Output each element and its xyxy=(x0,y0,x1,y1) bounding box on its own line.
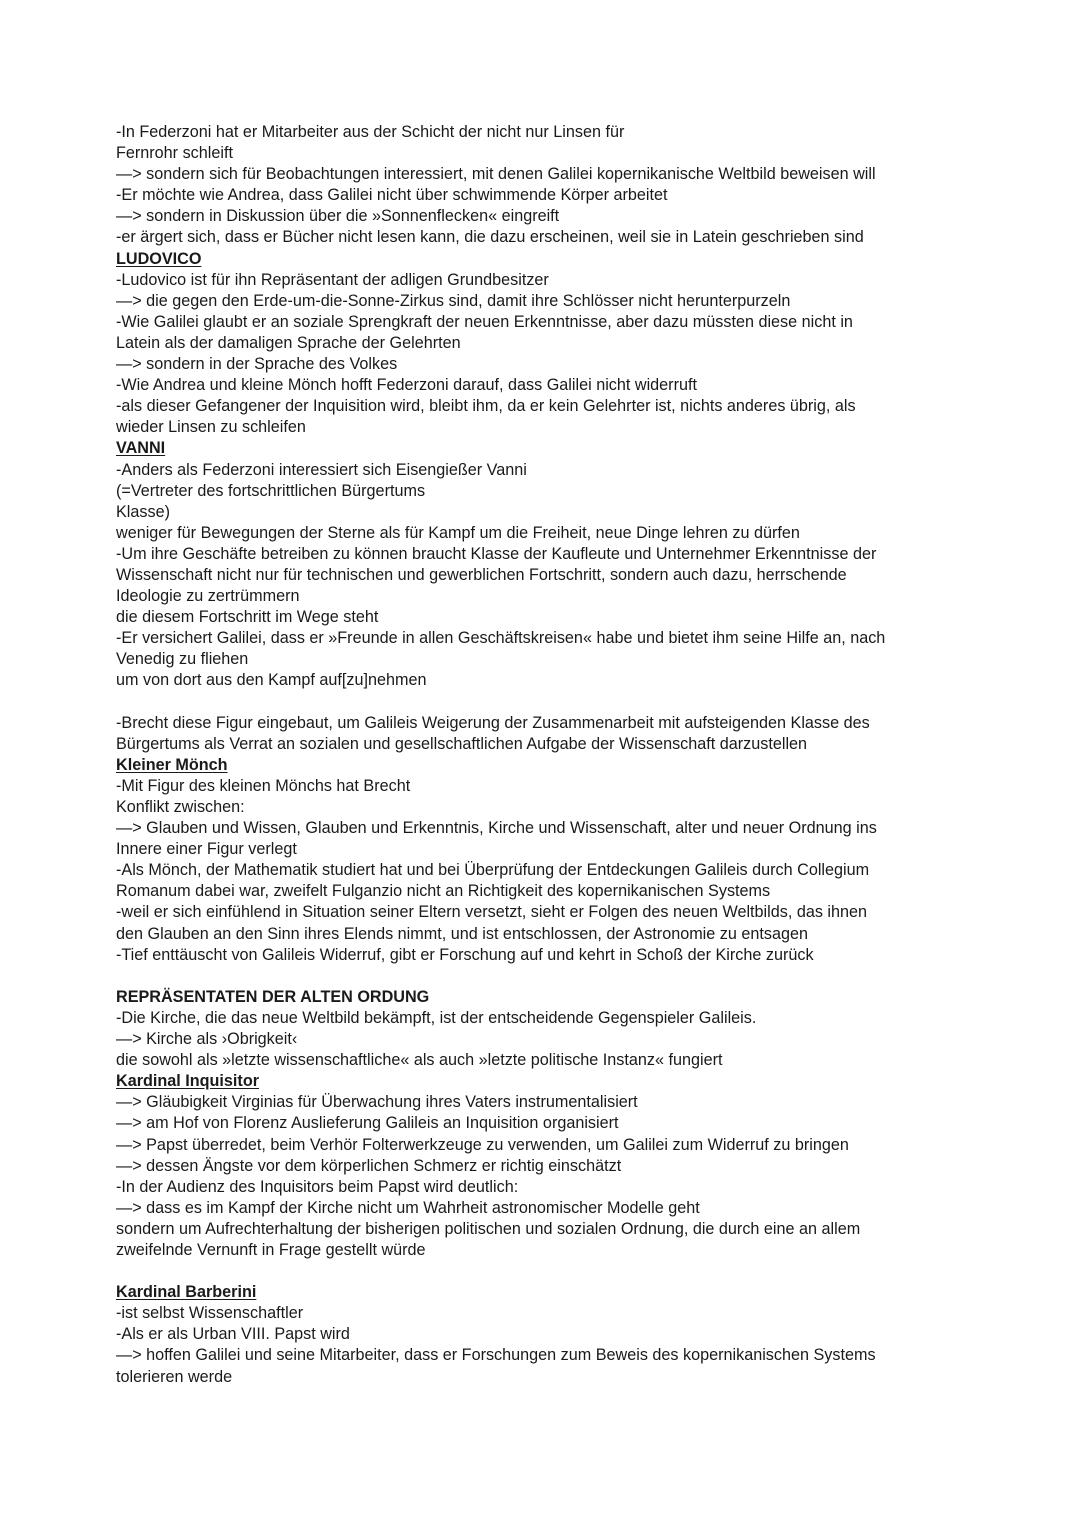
text-line: —> Kirche als ›Obrigkeit‹ xyxy=(116,1030,298,1049)
text-line: zweifelnde Vernunft in Frage gestellt würde xyxy=(116,1240,426,1259)
text-line: die sowohl als »letzte wissenschaftliche« als auch »letzte politische Instanz« fungiert xyxy=(116,1051,723,1070)
text-line: Ideologie zu zertrümmern xyxy=(116,587,300,606)
text-line: —> hoffen Galilei und seine Mitarbeiter, dass er Forschungen zum Beweis des kopernikanischen Systems xyxy=(116,1346,876,1365)
text-line: Latein als der damaligen Sprache der Gelehrten xyxy=(116,333,461,352)
text-line: -In der Audienz des Inquisitors beim Papst wird deutlich: xyxy=(116,1177,519,1196)
section-heading: REPRÄSENTATEN DER ALTEN ORDUNG xyxy=(116,987,430,1006)
document-body xyxy=(116,122,976,1388)
text-line: -ist selbst Wissenschaftler xyxy=(116,1304,304,1323)
text-line: -weil er sich einfühlend in Situation seiner Eltern versetzt, sieht er Folgen des neuen Weltbilds, das ihnen xyxy=(116,903,868,922)
text-line: -Er versichert Galilei, dass er »Freunde in allen Geschäftskreisen« habe und bietet ihm seine Hilfe an, nach xyxy=(116,629,886,648)
section-heading: VANNI xyxy=(116,439,166,458)
text-line: sondern um Aufrechterhaltung der bisherigen politischen und sozialen Ordnung, die durch eine an allem xyxy=(116,1219,861,1238)
text-line: Klasse) xyxy=(116,502,170,521)
text-line: Venedig zu fliehen xyxy=(116,650,249,669)
text-line: Wissenschaft nicht nur für technischen und gewerblichen Fortschritt, sondern auch dazu, herrschende xyxy=(116,565,847,584)
text-line: -Als er als Urban VIII. Papst wird xyxy=(116,1325,350,1344)
blank-line xyxy=(116,692,976,713)
text-line: Bürgertums als Verrat an sozialen und gesellschaftlichen Aufgabe der Wissenschaft darzustellen xyxy=(116,734,808,753)
text-line: —> am Hof von Florenz Auslieferung Galileis an Inquisition organisiert xyxy=(116,1114,619,1133)
text-line: -Mit Figur des kleinen Mönchs hat Brecht xyxy=(116,776,411,795)
text-line: -Brecht diese Figur eingebaut, um Galileis Weigerung der Zusammenarbeit mit aufsteigenden Klasse des xyxy=(116,713,870,732)
text-line: wieder Linsen zu schleifen xyxy=(116,418,306,437)
text-line: —> Gläubigkeit Virginias für Überwachung ihres Vaters instrumentalisiert xyxy=(116,1093,638,1112)
section-heading: Kardinal Barberini xyxy=(116,1283,257,1302)
text-line: die diesem Fortschritt im Wege steht xyxy=(116,608,379,627)
text-line: —> dass es im Kampf der Kirche nicht um Wahrheit astronomischer Modelle geht xyxy=(116,1198,700,1217)
text-line: —> die gegen den Erde-um-die-Sonne-Zirkus sind, damit ihre Schlösser nicht herunterpurzeln xyxy=(116,291,791,310)
text-line: -Er möchte wie Andrea, dass Galilei nicht über schwimmende Körper arbeitet xyxy=(116,186,668,205)
text-line: -Als Mönch, der Mathematik studiert hat und bei Überprüfung der Entdeckungen Galileis durch Collegium xyxy=(116,861,870,880)
text-line: -Die Kirche, die das neue Weltbild bekämpft, ist der entscheidende Gegenspieler Galileis. xyxy=(116,1008,757,1027)
text-line: -als dieser Gefangener der Inquisition wird, bleibt ihm, da er kein Gelehrter ist, nichts anderes übrig, als xyxy=(116,397,856,416)
text-line: um von dort aus den Kampf auf[zu]nehmen xyxy=(116,671,427,690)
section-heading: LUDOVICO xyxy=(116,249,202,268)
text-line: -Ludovico ist für ihn Repräsentant der adligen Grundbesitzer xyxy=(116,270,549,289)
text-line: den Glauben an den Sinn ihres Elends nimmt, und ist entschlossen, der Astronomie zu entsagen xyxy=(116,924,808,943)
text-line: weniger für Bewegungen der Sterne als für Kampf um die Freiheit, neue Dinge lehren zu dürfen xyxy=(116,523,800,542)
text-line: -Anders als Federzoni interessiert sich Eisengießer Vanni xyxy=(116,460,527,479)
text-line: Fernrohr schleift xyxy=(116,144,233,163)
text-line: (=Vertreter des fortschrittlichen Bürgertums xyxy=(116,481,426,500)
section-heading: Kardinal Inquisitor xyxy=(116,1072,260,1091)
text-line: -Tief enttäuscht von Galileis Widerruf, gibt er Forschung auf und kehrt in Schoß der Kirche zurück xyxy=(116,945,814,964)
text-line: —> dessen Ängste vor dem körperlichen Schmerz er richtig einschätzt xyxy=(116,1156,622,1175)
text-line: —> sondern in der Sprache des Volkes xyxy=(116,355,398,374)
text-line: -Um ihre Geschäfte betreiben zu können braucht Klasse der Kaufleute und Unternehmer Erkenntnisse der xyxy=(116,544,877,563)
text-line: -Wie Galilei glaubt er an soziale Sprengkraft der neuen Erkenntnisse, aber dazu müssten diese nicht in xyxy=(116,312,853,331)
text-line: tolerieren werde xyxy=(116,1367,233,1386)
blank-line xyxy=(116,1261,976,1282)
text-line: —> sondern in Diskussion über die »Sonnenflecken« eingreift xyxy=(116,207,560,226)
section-heading: Kleiner Mönch xyxy=(116,755,228,774)
text-line: —> Glauben und Wissen, Glauben und Erkenntnis, Kirche und Wissenschaft, alter und neuer Ordnung ins xyxy=(116,819,877,838)
text-line: Romanum dabei war, zweifelt Fulganzio nicht an Richtigkeit des kopernikanischen Systems xyxy=(116,882,771,901)
text-line: Konflikt zwischen: xyxy=(116,798,245,816)
text-line: -In Federzoni hat er Mitarbeiter aus der Schicht der nicht nur Linsen für xyxy=(116,123,625,141)
text-line: Innere einer Figur verlegt xyxy=(116,840,297,859)
text-line: —> Papst überredet, beim Verhör Folterwerkzeuge zu verwenden, um Galilei zum Widerruf zu bringen xyxy=(116,1135,849,1154)
text-line: -Wie Andrea und kleine Mönch hofft Federzoni darauf, dass Galilei nicht widerruft xyxy=(116,376,697,395)
text-line: —> sondern sich für Beobachtungen interessiert, mit denen Galilei kopernikanische Weltbild beweisen will xyxy=(116,165,876,184)
blank-line xyxy=(116,966,976,987)
text-line: -er ärgert sich, dass er Bücher nicht lesen kann, die dazu erscheinen, weil sie in Latein geschrieben sind xyxy=(116,228,864,247)
